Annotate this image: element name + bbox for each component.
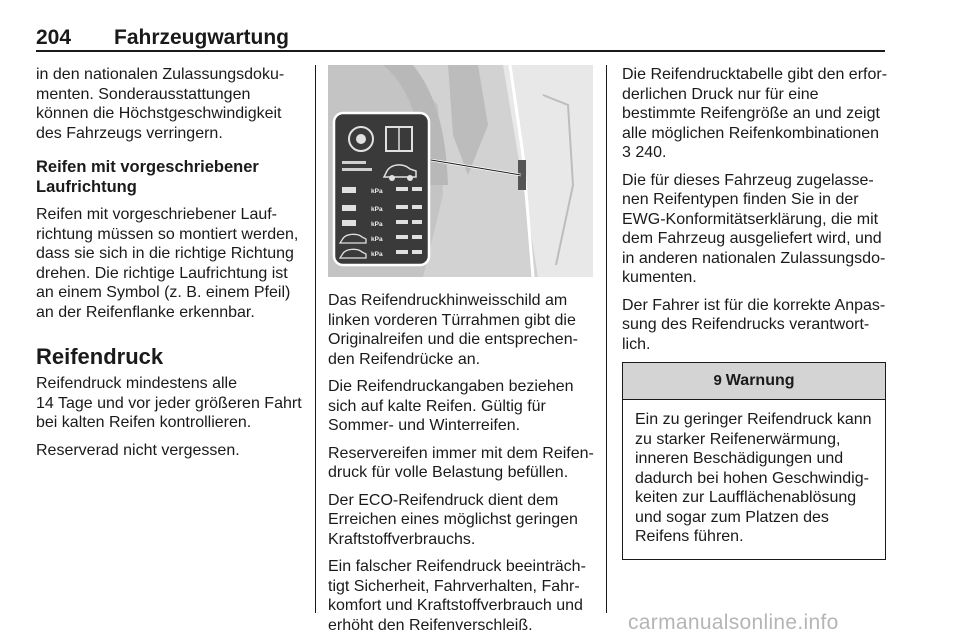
label-unit: kPa — [371, 221, 383, 228]
warning-box — [622, 362, 886, 560]
warning-triangle-icon: 9 — [713, 372, 722, 390]
text-line: Reifen mit vorgeschriebener Lauf- — [36, 206, 278, 223]
text-line: Kraftstoffverbrauchs. — [328, 530, 476, 548]
text-line: Sommer- und Winterreifen. — [328, 417, 521, 434]
text-line: Reifendruck mindestens alle — [36, 375, 237, 392]
page-number: 204 — [36, 26, 72, 49]
text-line: richtung müssen so montiert werden, — [36, 225, 299, 243]
spare-wheel-paragraph — [36, 441, 304, 461]
text-line: Die für dieses Fahrzeug zugelasse- — [622, 171, 874, 189]
column-left — [36, 65, 304, 468]
label-unit: kPa — [371, 236, 383, 243]
text-line: 14 Tage und vor jeder größeren Fahrt — [36, 394, 302, 412]
text-line: können die Höchstgeschwindigkeit — [36, 105, 282, 122]
tire-pressure-label-illustration — [328, 65, 593, 277]
text-line: lich. — [622, 335, 651, 353]
text-line: inneren Beschädigungen und — [635, 450, 844, 467]
text-line: Der Fahrer ist für die korrekte Anpas- — [622, 296, 886, 314]
text-line: erhöht den Reifenverschleiß. — [328, 616, 533, 634]
label-location-paragraph — [328, 291, 593, 369]
text-line: sung des Reifendrucks verantwort- — [622, 316, 870, 333]
approved-tires-paragraph — [622, 171, 886, 288]
text-line: zu starker Reifenerwärmung, — [635, 430, 841, 448]
running-title: Fahrzeugwartung — [114, 26, 290, 49]
text-line: an der Reifenflanke erkennbar. — [36, 303, 255, 321]
text-line: dem Fahrzeug ausgeliefert wird, und — [622, 230, 882, 247]
text-line: EWG-Konformitätserklärung, die mit — [622, 210, 879, 228]
text-line: Ein zu geringer Reifendruck kann — [635, 411, 872, 428]
text-line: bei kalten Reifen kontrollieren. — [36, 414, 252, 431]
text-line: Reservereifen immer mit dem Reifen- — [328, 444, 594, 462]
text-line: druck für volle Belastung befüllen. — [328, 464, 569, 481]
door-frame-drawing — [328, 65, 593, 277]
text-line: komfort und Kraftstoffverbrauch und — [328, 597, 583, 614]
text-line: drehen. Die richtige Laufrichtung ist — [36, 264, 288, 282]
warning-title: Warnung — [725, 372, 795, 390]
text-line: Originalreifen und die entsprechen- — [328, 331, 578, 348]
pressure-table-paragraph — [622, 65, 886, 163]
heading-line: Reifen mit vorgeschriebener — [36, 158, 259, 176]
text-line: Ein falscher Reifendruck beeinträch- — [328, 558, 586, 575]
section-heading-tire-pressure: Reifendruck — [36, 344, 164, 369]
text-line: dass sie sich in die richtige Richtung — [36, 245, 294, 262]
text-line: dadurch bei hohen Geschwindig- — [635, 469, 869, 487]
text-line: des Fahrzeugs verringern. — [36, 124, 223, 142]
tire-pressure-paragraph — [36, 374, 304, 433]
text-line: keiten zur Laufflächenablösung — [635, 489, 857, 506]
text-line: tigt Sicherheit, Fahrverhalten, Fahr- — [328, 577, 580, 595]
page-reference[interactable]: 3 240. — [622, 144, 667, 161]
header-rule — [36, 50, 885, 52]
text-line: menten. Sonderausstattungen — [36, 85, 251, 103]
column-divider — [315, 65, 316, 613]
text-line: Der ECO-Reifendruck dient dem — [328, 491, 559, 509]
section-heading-directional-tires — [36, 157, 304, 197]
text-line: und sogar zum Platzen des — [635, 508, 829, 526]
driver-responsibility-paragraph — [622, 296, 886, 355]
text-line: bestimmte Reifengröße an und zeigt — [622, 105, 880, 122]
text-line: kumenten. — [622, 269, 697, 286]
intro-paragraph — [36, 65, 304, 143]
text-line: an einem Symbol (z. B. einem Pfeil) — [36, 284, 291, 301]
text-line: sich auf kalte Reifen. Gültig für — [328, 397, 546, 415]
text-line: Die Reifendrucktabelle gibt den erfor- — [622, 66, 888, 83]
column-divider — [606, 65, 607, 613]
text-line: Reserverad nicht vergessen. — [36, 441, 240, 459]
warning-header — [623, 363, 885, 400]
text-line: Das Reifendruckhinweisschild am — [328, 292, 568, 309]
page-header — [36, 26, 885, 52]
text-line: den Reifendrücke an. — [328, 350, 481, 368]
text-line: in anderen nationalen Zulassungsdo- — [622, 249, 886, 267]
spare-tire-paragraph — [328, 444, 593, 483]
column-right — [622, 65, 886, 560]
text-line: derlichen Druck nur für eine — [622, 85, 819, 103]
watermark: carmanualsonline.info — [628, 611, 839, 634]
text-line: Erreichen eines möglichst geringen — [328, 511, 578, 528]
wrong-pressure-paragraph — [328, 557, 593, 635]
label-unit: kPa — [371, 206, 383, 213]
text-line: Die Reifendruckangaben beziehen — [328, 378, 574, 395]
label-unit: kPa — [371, 251, 383, 258]
text-line: Reifens führen. — [635, 528, 744, 545]
label-unit: kPa — [371, 188, 383, 195]
warning-body — [623, 400, 885, 559]
column-middle — [328, 65, 593, 643]
text-line: in den nationalen Zulassungsdoku- — [36, 66, 285, 83]
heading-line: Laufrichtung — [36, 178, 137, 196]
text-line: nen Reifentypen finden Sie in der — [622, 191, 859, 208]
eco-pressure-paragraph — [328, 491, 593, 550]
directional-tires-paragraph — [36, 205, 304, 322]
cold-tires-paragraph — [328, 377, 593, 436]
text-line: linken vorderen Türrahmen gibt die — [328, 311, 576, 329]
text-line: alle möglichen Reifenkombinationen — [622, 124, 880, 142]
